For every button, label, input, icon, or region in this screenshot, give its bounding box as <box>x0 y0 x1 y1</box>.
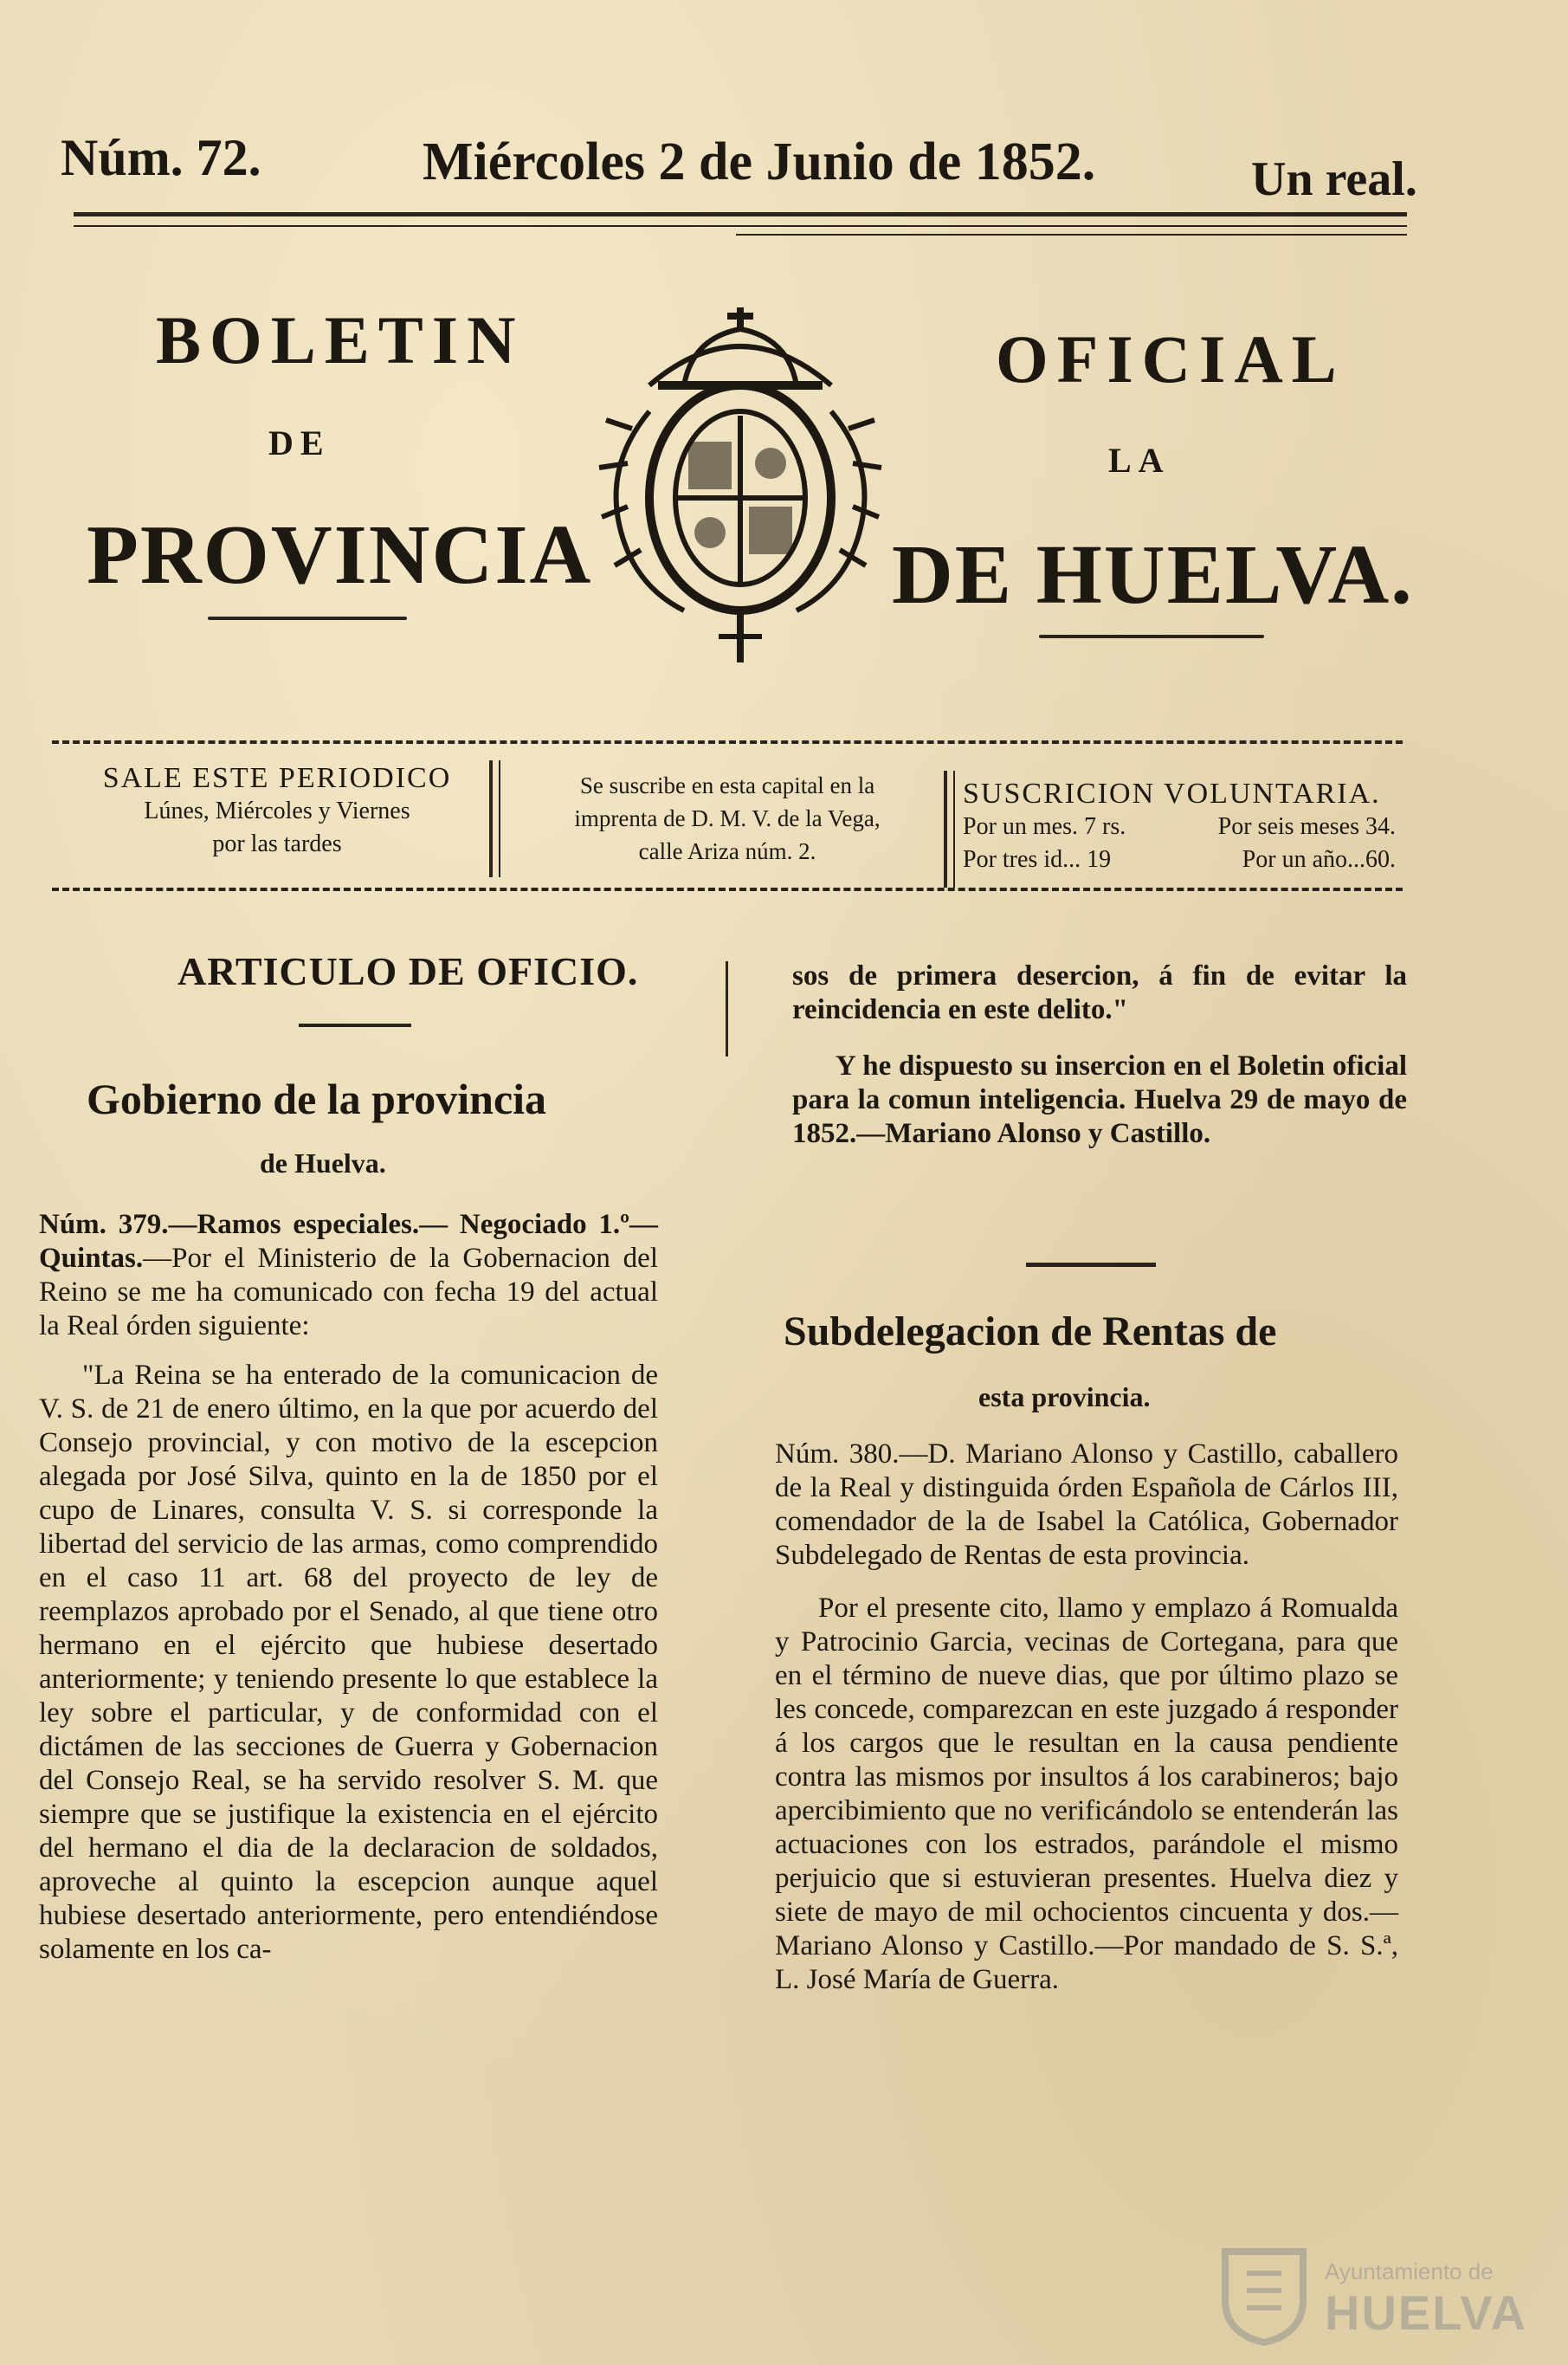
masthead-de-huelva: DE HUELVA. <box>892 528 1414 622</box>
band-subscription-place <box>519 769 935 868</box>
band-border-top <box>52 740 1403 747</box>
issue-date: Miércoles 2 de Junio de 1852. <box>423 132 1096 191</box>
city-shield-icon <box>1216 2243 1312 2347</box>
band-mid-line2: imprenta de D. M. V. de la Vega, <box>574 805 881 831</box>
band-left-heading: SALE ESTE PERIODICO <box>102 762 452 794</box>
gobierno-title: Gobierno de la provincia <box>87 1075 547 1123</box>
masthead-la: LA <box>1108 441 1171 480</box>
band-mid-line3: calle Ariza núm. 2. <box>638 838 816 864</box>
order-379-heading: Núm. 379.—Ramos especiales.— Negociado 1.º—Quintas. <box>39 1209 658 1274</box>
price-three-months: Por tres id... 19 <box>963 846 1112 873</box>
price-six-months: Por seis meses 34. <box>1217 813 1396 840</box>
section-title-rule <box>299 1024 411 1027</box>
right-separator-rule <box>1026 1263 1156 1267</box>
top-rule-thin <box>74 225 1407 227</box>
right-column-continuation <box>792 960 1407 1151</box>
issue-price: Un real. <box>1251 152 1417 206</box>
top-rule-thin-2 <box>736 234 1407 236</box>
royal-crest-icon <box>589 290 892 680</box>
band-divider-2b <box>953 771 955 888</box>
band-right-heading: SUSCRICION VOLUNTARIA. <box>963 778 1381 810</box>
column-divider <box>726 961 728 1056</box>
royal-order-text: "La Reina se ha enterado de la comunicacion de V. S. de 21 de enero último, en la que por acuerdo del Consejo provincial, y con motivo de la escepcion alegada por José Silva, quinto en la de 1850 por el cupo de Linares, consulta V. S. si corresponde la libertad del servicio de las armas, como comprendido en el caso 11 art. 68 del proyecto de ley de reemplazos aprobado por el Senado, al que tiene otro hermano en el ejército que hubiese desertado anteriormente; y teniendo presente lo que establece la ley sobre el particular, y de conformidad con el dictámen de las secciones de Guerra y Gobernacion del Consejo Real, se ha servido resolver S. M. que siempre que se justifique la existencia en el ejército del hermano el dia de la declaracion de soldados, aproveche al quinto la escepcion aunque aquel hubiese desertado anteriormente, pero entendiéndose solamente en los ca- <box>39 1360 658 1965</box>
watermark <box>1216 2243 1545 2347</box>
section-title: ARTICULO DE OFICIO. <box>177 949 639 993</box>
band-left-line2: Lúnes, Miércoles y Viernes <box>144 798 410 824</box>
masthead-oficial: OFICIAL <box>996 321 1345 397</box>
price-one-month: Por un mes. 7 rs. <box>963 813 1126 840</box>
watermark-line2: HUELVA <box>1325 2285 1527 2340</box>
order-379-intro: —Por el Ministerio de la Gobernacion del Reino se me ha comunicado con fecha 19 del actual la Real órden siguiente: <box>39 1243 658 1341</box>
issue-number: Núm. 72. <box>61 129 261 186</box>
top-rule-thick <box>74 212 1407 216</box>
masthead-provincia: PROVINCIA <box>87 508 593 602</box>
watermark-line1: Ayuntamiento de <box>1325 2258 1494 2284</box>
band-left-line3: por las tardes <box>212 830 342 857</box>
band-border-bottom <box>52 888 1403 895</box>
band-divider-1 <box>489 760 493 877</box>
band-divider-1b <box>499 760 500 877</box>
price-one-year: Por un año...60. <box>1242 846 1396 873</box>
subdelegacion-title: Subdelegacion de Rentas de <box>784 1309 1277 1354</box>
masthead-boletin: BOLETIN <box>156 302 525 378</box>
gobierno-subtitle: de Huelva. <box>260 1147 386 1179</box>
left-column-body <box>39 1208 658 1967</box>
subdelegacion-subtitle: esta provincia. <box>978 1381 1151 1412</box>
summons-text: Por el presente cito, llamo y emplazo á Romualda y Patrocinio Garcia, vecinas de Cortegana, para que en el término de nueve dias, que por último plazo se les concede, comparezcan en este juzgado á responder á los cargos que le resultan en la causa pendiente contra las mismos por insultos á los carabineros; bajo apercibimiento que no verificándolo se entenderán las actuaciones con los estrados, parándole el mismo perjuicio que si estuvieran presentes. Huelva diez y siete de mayo de mil ochocientos cincuenta y dos.—Mariano Alonso y Castillo.—Por mandado de S. S.ª, L. José María de Guerra. <box>775 1593 1398 1995</box>
band-divider-2 <box>944 771 947 888</box>
order-380-heading: Núm. 380.—D. Mariano Alonso y Castillo, caballero de la Real y distinguida órden Española de Cárlos III, comendador de la de Isabel la Católica, Gobernador Subdelegado de Rentas de esta provincia. <box>775 1438 1398 1571</box>
ornament-rule-right <box>1039 635 1264 638</box>
band-publication-days <box>87 762 468 861</box>
right-column-body <box>775 1438 1398 1997</box>
band-mid-line1: Se suscribe en esta capital en la <box>579 772 875 798</box>
masthead-de: DE <box>268 423 331 462</box>
royal-order-continuation: sos de primera desercion, á fin de evitar la reincidencia en este delito." <box>792 960 1407 1025</box>
ornament-rule-left <box>208 617 407 620</box>
band-subscription-prices <box>963 778 1396 876</box>
order-379-closing: Y he dispuesto su insercion en el Boletin oficial para la comun inteligencia. Huelva 29 de mayo de 1852.—Mariano Alonso y Castillo. <box>792 1050 1407 1149</box>
